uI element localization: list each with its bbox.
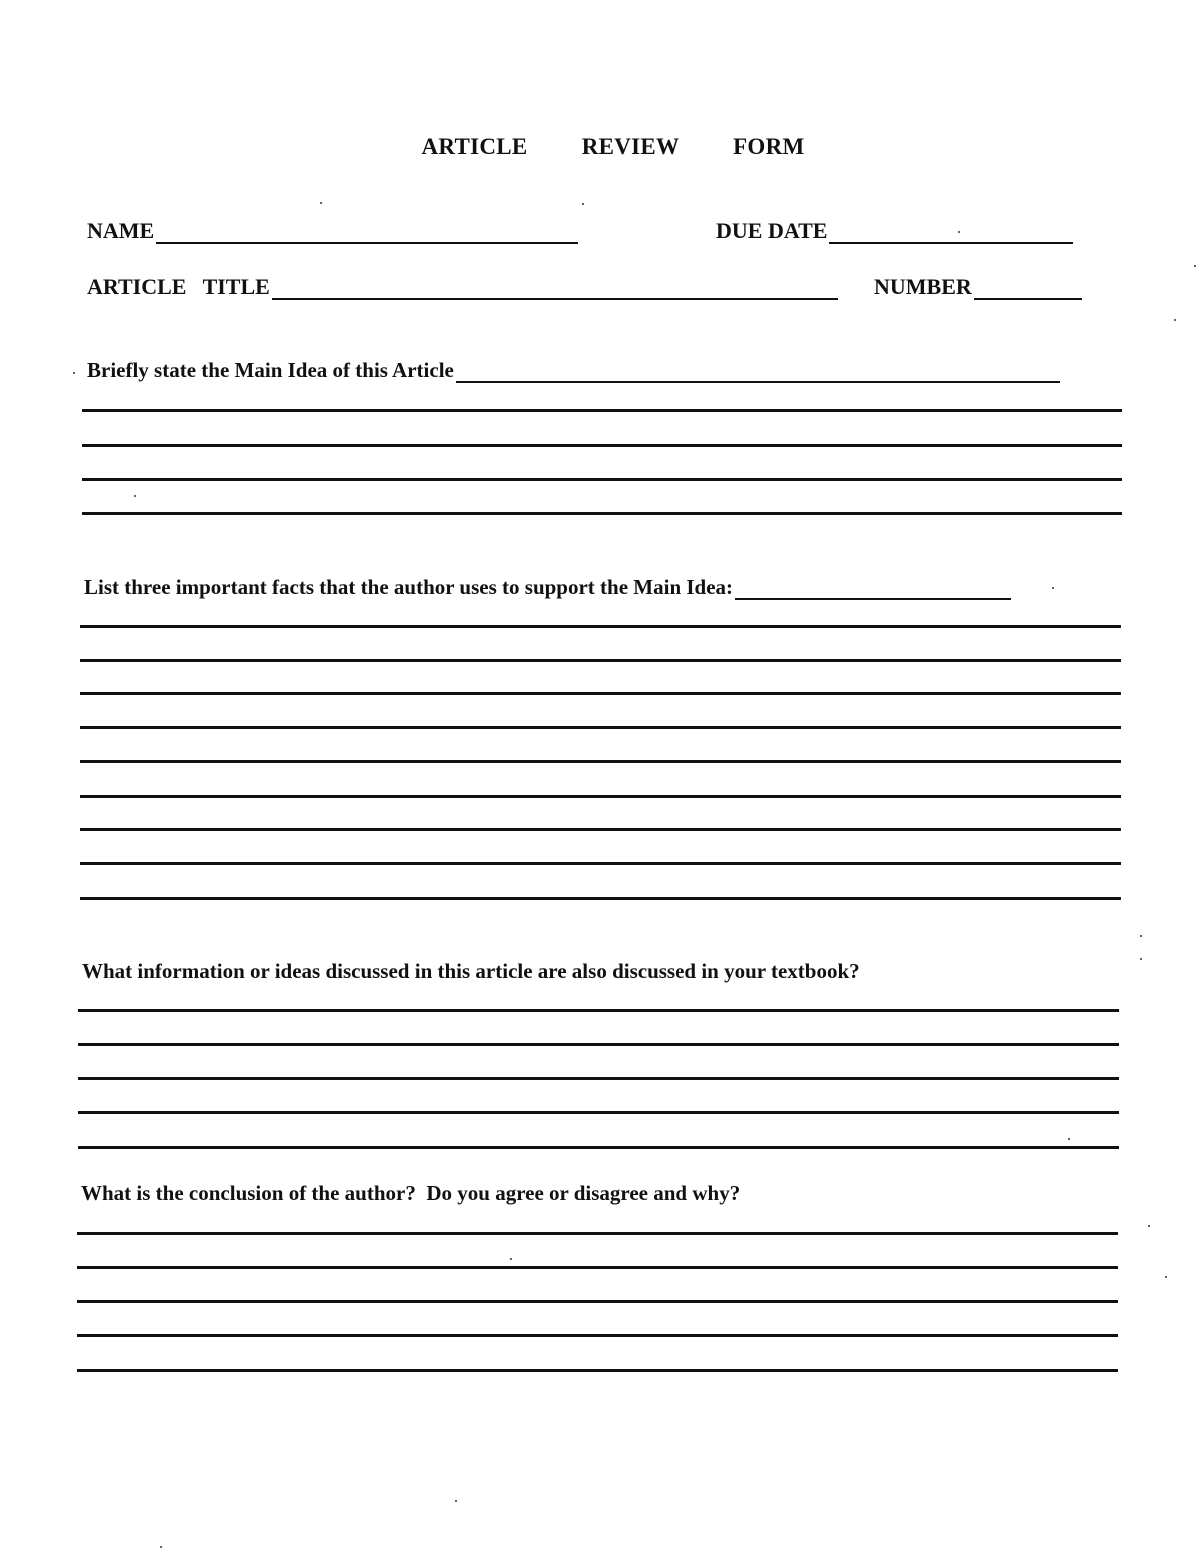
- scan-speck: [1194, 265, 1196, 267]
- main-idea-first-line[interactable]: [456, 361, 1060, 383]
- number-input-line[interactable]: [974, 278, 1082, 300]
- scan-speck: [1140, 958, 1142, 960]
- scan-speck: [455, 1500, 457, 1502]
- answer-line[interactable]: [77, 1300, 1118, 1303]
- name-input-line[interactable]: [156, 222, 578, 244]
- scan-speck: [582, 203, 584, 205]
- scan-speck: [1165, 1276, 1167, 1278]
- scan-speck: [134, 495, 136, 497]
- scan-speck: [510, 1258, 512, 1260]
- facts-question: [84, 574, 1011, 600]
- answer-line[interactable]: [78, 1009, 1119, 1012]
- answer-line[interactable]: [80, 897, 1121, 900]
- article-title-input-line[interactable]: [272, 278, 838, 300]
- answer-line[interactable]: [80, 692, 1121, 695]
- answer-line[interactable]: [78, 1077, 1119, 1080]
- answer-line[interactable]: [80, 659, 1121, 662]
- due-date-input-line[interactable]: [829, 222, 1073, 244]
- answer-line[interactable]: [82, 409, 1122, 412]
- scan-speck: [320, 202, 322, 204]
- answer-line[interactable]: [80, 795, 1121, 798]
- name-label: NAME: [87, 218, 155, 243]
- answer-line[interactable]: [80, 625, 1121, 628]
- answer-line[interactable]: [80, 760, 1121, 763]
- scan-speck: [1174, 319, 1176, 321]
- article-title-label: ARTICLE TITLE: [87, 274, 270, 299]
- due-date-field: [716, 218, 1073, 244]
- conclusion-question: [81, 1180, 740, 1206]
- answer-line[interactable]: [82, 478, 1122, 481]
- number-field: [874, 274, 1082, 300]
- answer-line[interactable]: [77, 1266, 1118, 1269]
- form-title: ARTICLE REVIEW FORM: [421, 134, 805, 159]
- answer-line[interactable]: [80, 862, 1121, 865]
- answer-line[interactable]: [77, 1232, 1118, 1235]
- scan-speck: [1140, 935, 1142, 937]
- article-title-field: [87, 274, 838, 300]
- conclusion-prompt: What is the conclusion of the author? Do you agree or disagree and why?: [81, 1181, 741, 1205]
- answer-line[interactable]: [82, 444, 1122, 447]
- number-label: NUMBER: [874, 274, 972, 299]
- facts-prompt: List three important facts that the author uses to support the Main Idea:: [84, 575, 734, 599]
- name-field: [87, 218, 578, 244]
- due-date-label: DUE DATE: [716, 218, 828, 243]
- scan-speck: [73, 372, 75, 374]
- answer-line[interactable]: [80, 828, 1121, 831]
- scan-speck: [1148, 1225, 1150, 1227]
- textbook-prompt: What information or ideas discussed in this article are also discussed in your textbook?: [82, 959, 860, 983]
- answer-line[interactable]: [78, 1146, 1119, 1149]
- answer-line[interactable]: [80, 726, 1121, 729]
- main-idea-prompt: Briefly state the Main Idea of this Article: [87, 358, 454, 382]
- facts-first-line[interactable]: [735, 578, 1011, 600]
- answer-line[interactable]: [78, 1111, 1119, 1114]
- scan-speck: [1052, 587, 1054, 589]
- textbook-question: [82, 958, 860, 984]
- main-idea-question: [87, 357, 1060, 383]
- answer-line[interactable]: [82, 512, 1122, 515]
- answer-line[interactable]: [77, 1334, 1118, 1337]
- scan-speck: [1068, 1138, 1070, 1140]
- answer-line[interactable]: [77, 1369, 1118, 1372]
- scan-speck: [958, 231, 960, 233]
- scan-speck: [160, 1546, 162, 1548]
- answer-line[interactable]: [78, 1043, 1119, 1046]
